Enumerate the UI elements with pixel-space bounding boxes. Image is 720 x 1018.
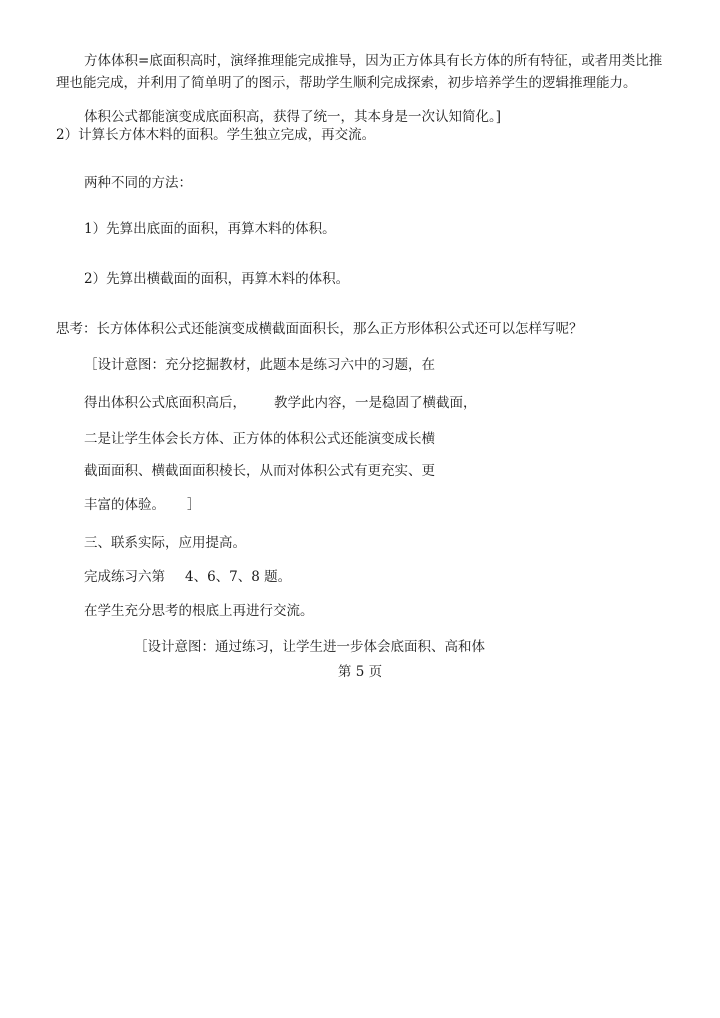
- paragraph-line: 在学生充分思考的根底上再进行交流。: [84, 603, 314, 619]
- paragraph-line: ［设计意图：充分挖掘教材，此题本是练习六中的习题，在: [84, 357, 435, 373]
- paragraph-line: 2）计算长方体木料的面积。学生独立完成，再交流。: [56, 127, 376, 143]
- text-segment: 教学此内容，一是稳固了横截面，: [274, 395, 477, 411]
- page-number: 第 5 页: [337, 664, 383, 680]
- paragraph-line: 方体体积=底面积高时，演绎推理能完成推导，因为正方体具有长方体的所有特征，或者用类比推: [84, 53, 663, 69]
- text-segment: ］: [187, 497, 201, 513]
- paragraph-line: 2）先算出横截面的面积，再算木料的体积。: [84, 271, 350, 287]
- text-segment: 完成练习六第: [84, 569, 165, 585]
- paragraph-line: [84, 496, 201, 514]
- paragraph-line: 1）先算出底面的面积，再算木料的体积。: [84, 221, 336, 237]
- paragraph-line: 体积公式都能演变成底面积高，获得了统一，其本身是一次认知简化。]: [84, 109, 502, 125]
- text-segment: 4、6、7、8 题。: [185, 569, 292, 585]
- text-segment: 丰富的体验。: [84, 497, 165, 513]
- section-heading: 三、联系实际，应用提高。: [84, 535, 246, 551]
- paragraph-line: 截面面积、横截面面积棱长，从而对体积公式有更充实、更: [84, 463, 435, 479]
- paragraph-line: [84, 394, 477, 412]
- paragraph-line: 两种不同的方法：: [84, 175, 192, 191]
- paragraph-line: [84, 568, 291, 586]
- paragraph-line: 思考：长方体体积公式还能演变成横截面面积长，那么正方形体积公式还可以怎样写呢？: [56, 321, 583, 337]
- text-segment: 得出体积公式底面积高后，: [84, 395, 246, 411]
- paragraph-line: 理也能完成，并利用了简单明了的图示，帮助学生顺利完成探索，初步培养学生的逻辑推理能力。: [56, 75, 637, 91]
- paragraph-line: 二是让学生体会长方体、正方体的体积公式还能演变成长横: [84, 431, 435, 447]
- paragraph-line: ［设计意图：通过练习，让学生进一步体会底面积、高和体: [134, 639, 485, 655]
